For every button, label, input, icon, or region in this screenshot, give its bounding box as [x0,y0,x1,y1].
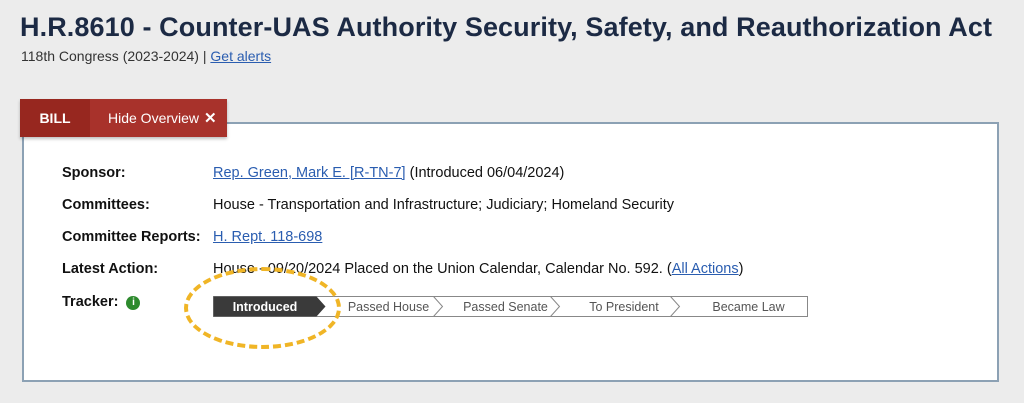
info-icon[interactable]: i [126,296,140,310]
sponsor-label: Sponsor: [62,165,126,181]
hide-overview-button[interactable] [90,109,217,127]
tracker-step-label: Passed House [347,300,430,314]
introduced-date: (Introduced 06/04/2024) [409,165,565,181]
close-icon: ✕ [204,110,217,127]
tracker-label-wrap [62,294,140,310]
paren-close: ) [738,261,744,277]
congress-label: 118th Congress (2023-2024) [21,48,199,64]
hide-overview-label: Hide Overview [108,110,200,126]
latest-action-text: House - 09/20/2024 Placed on the Union Calendar, Calendar No. 592. [213,261,663,277]
committee-reports-label: Committee Reports: [62,229,201,245]
all-actions-link[interactable]: All Actions [671,261,739,277]
tracker-step-passed-senate [463,297,559,317]
committees-label: Committees: [62,197,150,213]
committees-value: House - Transportation and Infrastructure; Judiciary; Homeland Security [213,197,674,213]
highlight-annotation [184,267,341,349]
tracker-step-label: Passed Senate [463,300,548,314]
overview-tabs [20,99,227,137]
latest-action-label: Latest Action: [62,261,159,277]
committee-reports-value [213,229,322,245]
separator: | [202,48,207,64]
paren-open: ( [666,261,672,277]
tracker-step-label: To President [589,300,659,314]
tracker-label: Tracker: [62,294,119,310]
congress-line [21,48,271,64]
tracker-step-label: Introduced [232,300,298,314]
tracker-step-became-law [712,300,785,314]
tracker-step-label: Became Law [712,300,785,314]
sponsor-link[interactable]: Rep. Green, Mark E. [R-TN-7] [213,165,406,181]
get-alerts-link[interactable]: Get alerts [210,48,272,64]
page-title: H.R.8610 - Counter-UAS Authority Security, Safety, and Reauthorization Act [20,12,993,42]
tab-bill[interactable]: BILL [20,99,90,137]
tracker-step-passed-house [348,297,443,317]
sponsor-value [213,165,564,181]
bill-overview-panel [22,122,999,382]
committee-report-link[interactable]: H. Rept. 118-698 [213,229,323,245]
